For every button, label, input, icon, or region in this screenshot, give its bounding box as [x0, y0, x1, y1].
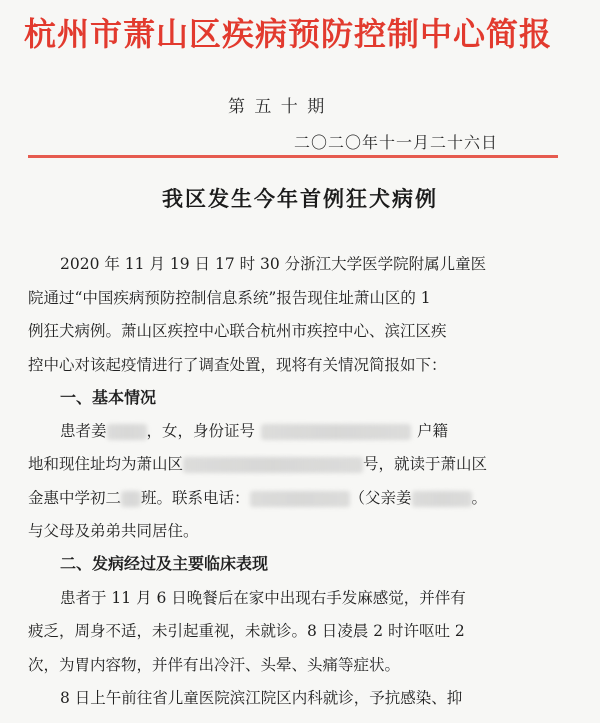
section-heading-basic: 一、基本情况: [60, 388, 157, 407]
issue-number: 第 五 十 期: [228, 97, 327, 117]
section-heading-onset: 二、发病经过及主要临床表现: [60, 554, 269, 573]
body-line: 8 日上午前往省儿童医院滨江院区内科就诊，予抗感染、抑: [60, 689, 463, 707]
intro-line: 院通过“中国疾病预防控制信息系统”报告现住址萧山区的 1: [28, 289, 431, 307]
body-line: 患者于 11 月 6 日晚餐后在家中出现右手发麻感觉，并伴有: [60, 589, 466, 607]
redacted-block: [261, 424, 411, 440]
redacted-block: [250, 491, 350, 507]
text-fragment: 金惠中学初二: [28, 489, 122, 507]
article-title: 我区发生今年首例狂犬病例: [162, 187, 438, 211]
body-line: 次，为胃内容物，并伴有出冷汗、头晕、头痛等症状。: [28, 656, 401, 674]
text-fragment: 患者姜: [60, 422, 107, 440]
intro-line: 控中心对该起疫情进行了调查处置，现将有关情况简报如下：: [28, 356, 447, 374]
body-line: 与父母及弟弟共同居住。: [28, 522, 199, 540]
intro-line: 例狂犬病例。萧山区疾控中心联合杭州市疾控中心、滨江区疾: [28, 322, 447, 340]
redacted-block: [107, 424, 147, 440]
intro-line: 2020 年 11 月 19 日 17 时 30 分浙江大学医学院附属儿童医: [60, 255, 487, 273]
text-fragment: ，女，身份证号: [146, 422, 256, 440]
text-fragment: （父亲姜: [349, 489, 412, 507]
body-line: [28, 451, 487, 477]
body-line: [60, 418, 448, 444]
issue-date: 二〇二〇年十一月二十六日: [294, 133, 499, 152]
body-line: [28, 485, 487, 511]
text-fragment: 号，就读于萧山区: [363, 455, 488, 473]
text-fragment: 班。联系电话：: [141, 489, 250, 507]
redacted-block: [183, 457, 363, 473]
text-fragment: 地和现住址均为萧山区: [28, 455, 184, 473]
body-line: 疲乏，周身不适，未引起重视，未就诊。8 日凌晨 2 时许呕吐 2: [28, 622, 465, 640]
text-fragment: 户籍: [417, 422, 449, 440]
text-fragment: 。: [471, 489, 488, 507]
redacted-block: [412, 491, 472, 507]
redacted-block: [121, 491, 141, 507]
header-divider: [28, 155, 558, 158]
bulletin-masthead: 杭州市萧山区疾病预防控制中心简报: [24, 15, 553, 53]
